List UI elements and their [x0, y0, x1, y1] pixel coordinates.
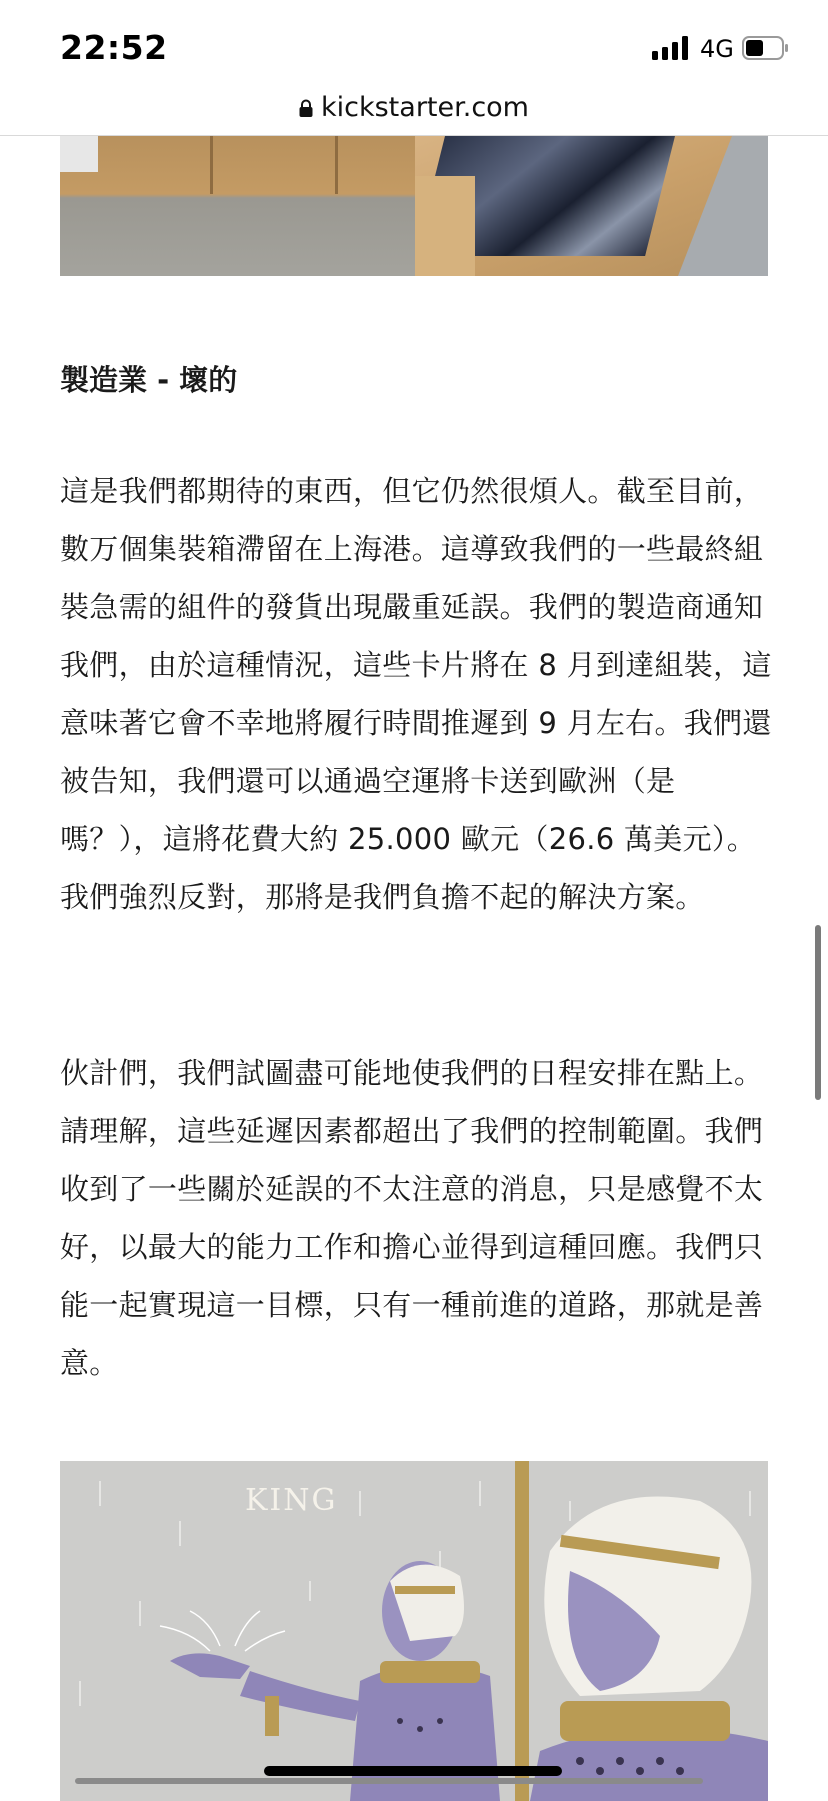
lock-icon — [299, 99, 313, 117]
stacked-boxes-image — [60, 136, 415, 276]
article-paragraph: 伙計們，我們試圖盡可能地使我們的日程安排在點上。請理解，這些延遲因素都超出了我們的控制範圍。我們收到了一些關於延誤的不太注意的消息，只是感覺不太好，以最大的能力工作和擔心並得到這種回應。我們只能一起實現這一目標，只有一種前進的道路，那就是善意。 — [60, 1056, 764, 1380]
network-type: 4G — [700, 35, 734, 63]
address-bar[interactable] — [0, 88, 828, 136]
section-heading: 製造業 - 壞的 — [60, 363, 238, 397]
url-text: kickstarter.com — [321, 92, 529, 123]
illustration-caption: KING — [245, 1483, 338, 1518]
battery-icon — [742, 36, 788, 60]
open-box-image — [415, 136, 768, 276]
status-time: 22:52 — [60, 28, 168, 67]
box-seam — [210, 136, 213, 194]
status-bar — [0, 0, 828, 100]
king-artwork — [60, 1461, 768, 1801]
vertical-scrollbar[interactable] — [815, 925, 821, 1100]
king-illustration — [60, 1461, 768, 1801]
floor-shape — [678, 136, 768, 276]
divider-bar — [515, 1461, 529, 1801]
shipping-boxes-photo — [60, 136, 768, 276]
horizontal-scrollbar[interactable] — [75, 1778, 703, 1784]
white-box-shape — [60, 136, 98, 172]
box-flap-shape — [415, 176, 475, 276]
box-seam — [335, 136, 338, 194]
home-indicator[interactable] — [264, 1766, 562, 1776]
article-paragraph: 這是我們都期待的東西，但它仍然很煩人。截至目前，數万個集裝箱滯留在上海港。這導致我們的一些最終組裝急需的組件的發貨出現嚴重延誤。我們的製造商通知我們，由於這種情況，這些卡片將在 8 月到達組裝，這意味著它會不幸地將履行時間推遲到 9 月左右。我們還被告知，我們還可以通過空運將卡送到歐洲（是嗎？），這將花費大約 25.000 歐元（26.6 萬美元）。我們強烈反對，那將是我們負擔不起的解決方案。 — [60, 474, 772, 914]
address-bar-content[interactable] — [0, 92, 828, 123]
signal-icon — [652, 36, 692, 60]
